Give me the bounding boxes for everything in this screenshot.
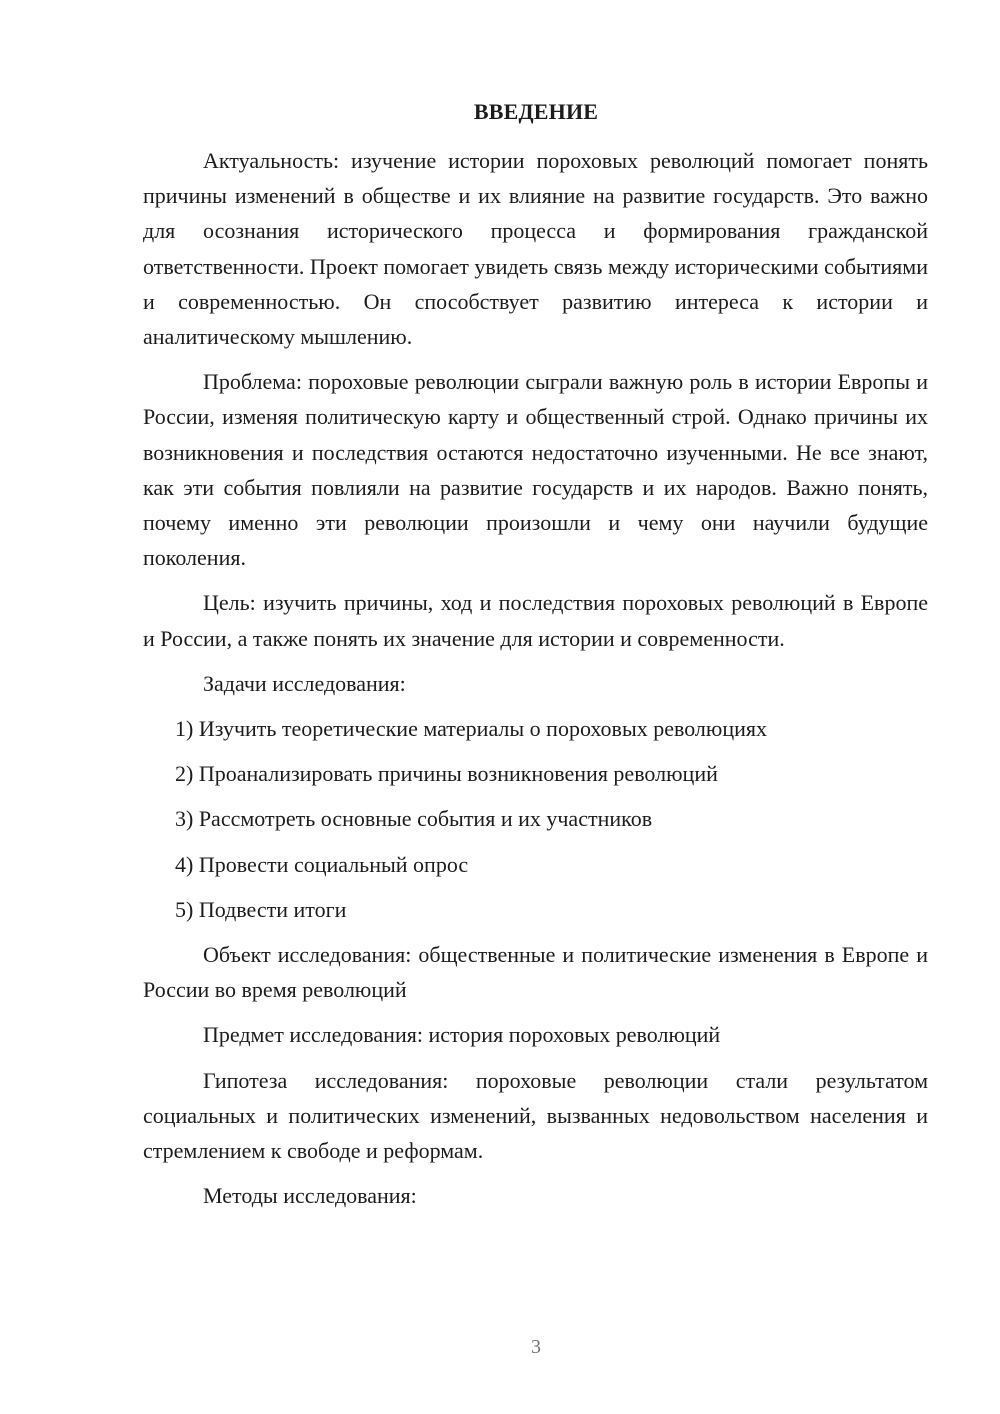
task-item: 5) Подвести итоги xyxy=(175,896,347,922)
tasks-list xyxy=(143,711,928,927)
task-item: 2) Проанализировать причины возникновения революций xyxy=(175,761,718,787)
page-number: 3 xyxy=(531,1336,541,1358)
task-item: 3) Рассмотреть основные события и их участников xyxy=(175,806,653,832)
tasks-heading: Задачи исследования: xyxy=(203,670,406,696)
hypothesis-paragraph: Гипотеза исследования: пороховые революции стали результатом социальных и политических изменений, вызванных недовольством населения и стремлением к свободе и реформам. xyxy=(143,1067,928,1164)
relevance-paragraph: Актуальность: изучение истории пороховых революций помогает понять причины изменений в обществе и их влияние на развитие государств. Это важно для осознания исторического процесса и формирования гражданской ответственности. Проект помогает увидеть связь между историческими событиями и современностью. Он способствует развитию интереса к истории и аналитическому мышлению. xyxy=(143,148,928,350)
problem-paragraph: Проблема: пороховые революции сыграли важную роль в истории Европы и России, изменяя политическую карту и общественный строй. Однако причины их возникновения и последствия остаются недостаточно изученными. Не все знают, как эти события повлияли на развитие государств и их народов. Важно понять, почему именно эти революции произошли и чему они научили будущие поколения. xyxy=(143,369,928,571)
subject-paragraph: Предмет исследования: история пороховых революций xyxy=(203,1022,721,1048)
goal-paragraph: Цель: изучить причины, ход и последствия пороховых революций в Европе и России, а также понять их значение для истории и современности. xyxy=(143,590,928,651)
task-item: 1) Изучить теоретические материалы о пороховых революциях xyxy=(175,716,768,742)
methods-heading: Методы исследования: xyxy=(203,1183,417,1209)
task-item: 4) Провести социальный опрос xyxy=(175,851,469,877)
document-body xyxy=(143,143,928,1223)
object-paragraph: Объект исследования: общественные и политические изменения в Европе и России во время революций xyxy=(143,942,928,1003)
page-title: ВВЕДЕНИЕ xyxy=(473,99,599,124)
